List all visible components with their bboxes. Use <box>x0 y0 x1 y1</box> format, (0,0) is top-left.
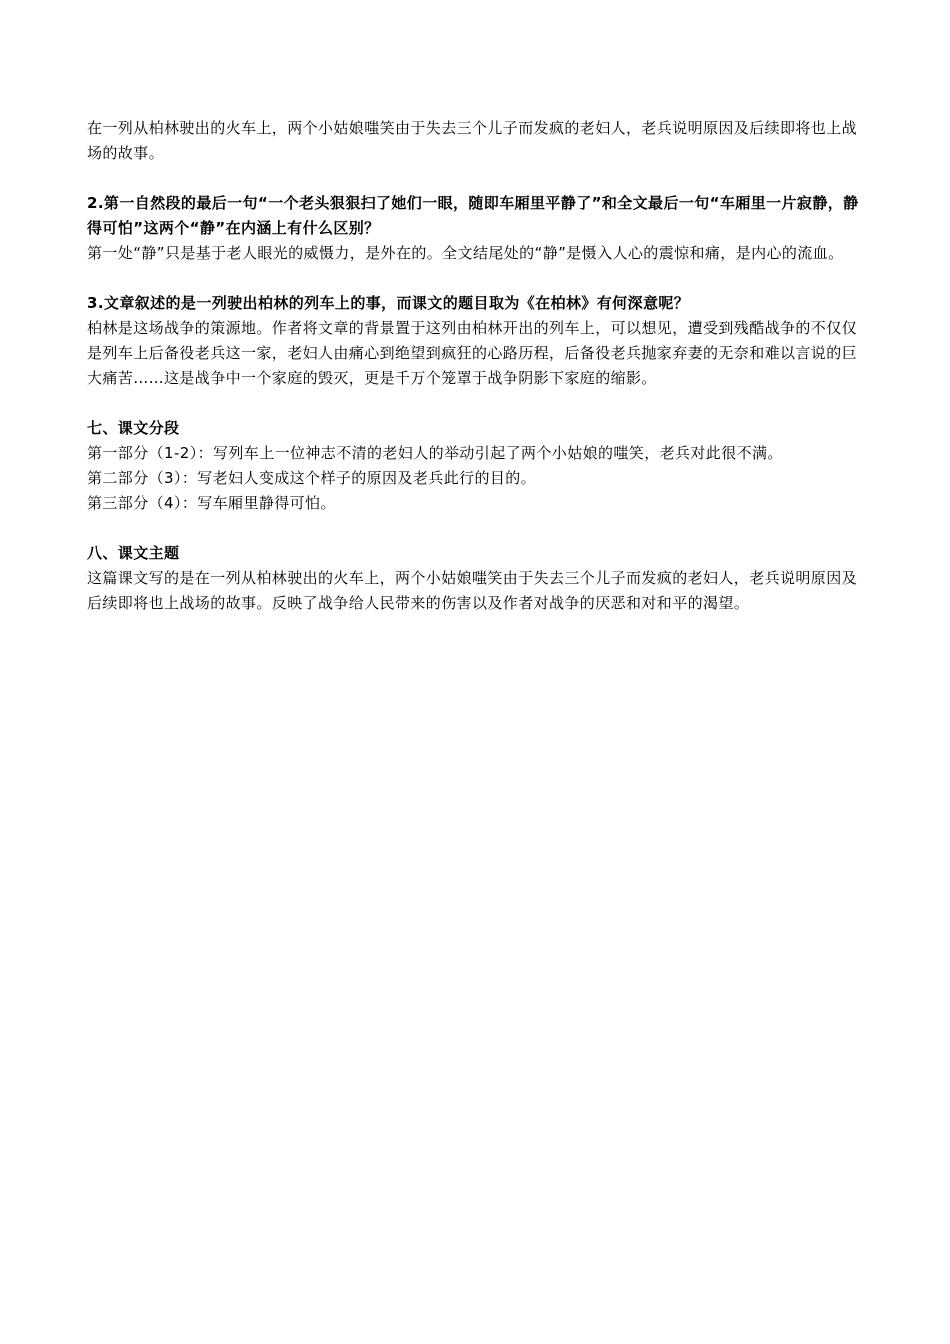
spacer <box>87 391 867 416</box>
spacer <box>87 166 867 191</box>
question-2: 2.第一自然段的最后一句“一个老头狠狠扫了她们一眼，随即车厢里平静了”和全文最后一句“车厢里一片寂静，静得可怕”这两个“静”在内涵上有什么区别？ <box>87 194 859 237</box>
summary-paragraph: 在一列从柏林驶出的火车上，两个小姑娘嗤笑由于失去三个儿子而发疯的老妇人，老兵说明原因及后续即将也上战场的故事。 <box>87 119 858 162</box>
document-page <box>87 116 867 616</box>
section-8-heading: 八、课文主题 <box>87 544 180 562</box>
answer-3: 柏林是这场战争的策源地。作者将文章的背景置于这列由柏林开出的列车上，可以想见，遭受到残酷战争的不仅仅是列车上后备役老兵这一家，老妇人由痛心到绝望到疯狂的心路历程，后备役老兵抛家弃妻的无奈和难以言说的巨大痛苦……这是战争中一个家庭的毁灭，更是千万个笼罩于战争阴影下家庭的缩影。 <box>87 319 858 387</box>
spacer <box>87 266 867 291</box>
section-8-text: 这篇课文写的是在一列从柏林驶出的火车上，两个小姑娘嗤笑由于失去三个儿子而发疯的老妇人，老兵说明原因及后续即将也上战场的故事。反映了战争给人民带来的伤害以及作者对战争的厌恶和对和平的渴望。 <box>87 569 858 612</box>
section-7-part-2: 第二部分（3）：写老妇人变成这个样子的原因及老兵此行的目的。 <box>87 469 537 487</box>
spacer <box>87 516 867 541</box>
answer-2: 第一处“静”只是基于老人眼光的威慑力，是外在的。全文结尾处的“静”是慑入人心的震惊和痛，是内心的流血。 <box>87 244 844 262</box>
question-3: 3.文章叙述的是一列驶出柏林的列车上的事，而课文的题目取为《在柏林》有何深意呢？ <box>87 294 690 312</box>
section-7-heading: 七、课文分段 <box>87 419 180 437</box>
section-7-part-3: 第三部分（4）：写车厢里静得可怕。 <box>87 494 336 512</box>
section-7-part-1: 第一部分（1-2）：写列车上一位神志不清的老妇人的举动引起了两个小姑娘的嗤笑，老兵对此很不满。 <box>87 444 783 462</box>
